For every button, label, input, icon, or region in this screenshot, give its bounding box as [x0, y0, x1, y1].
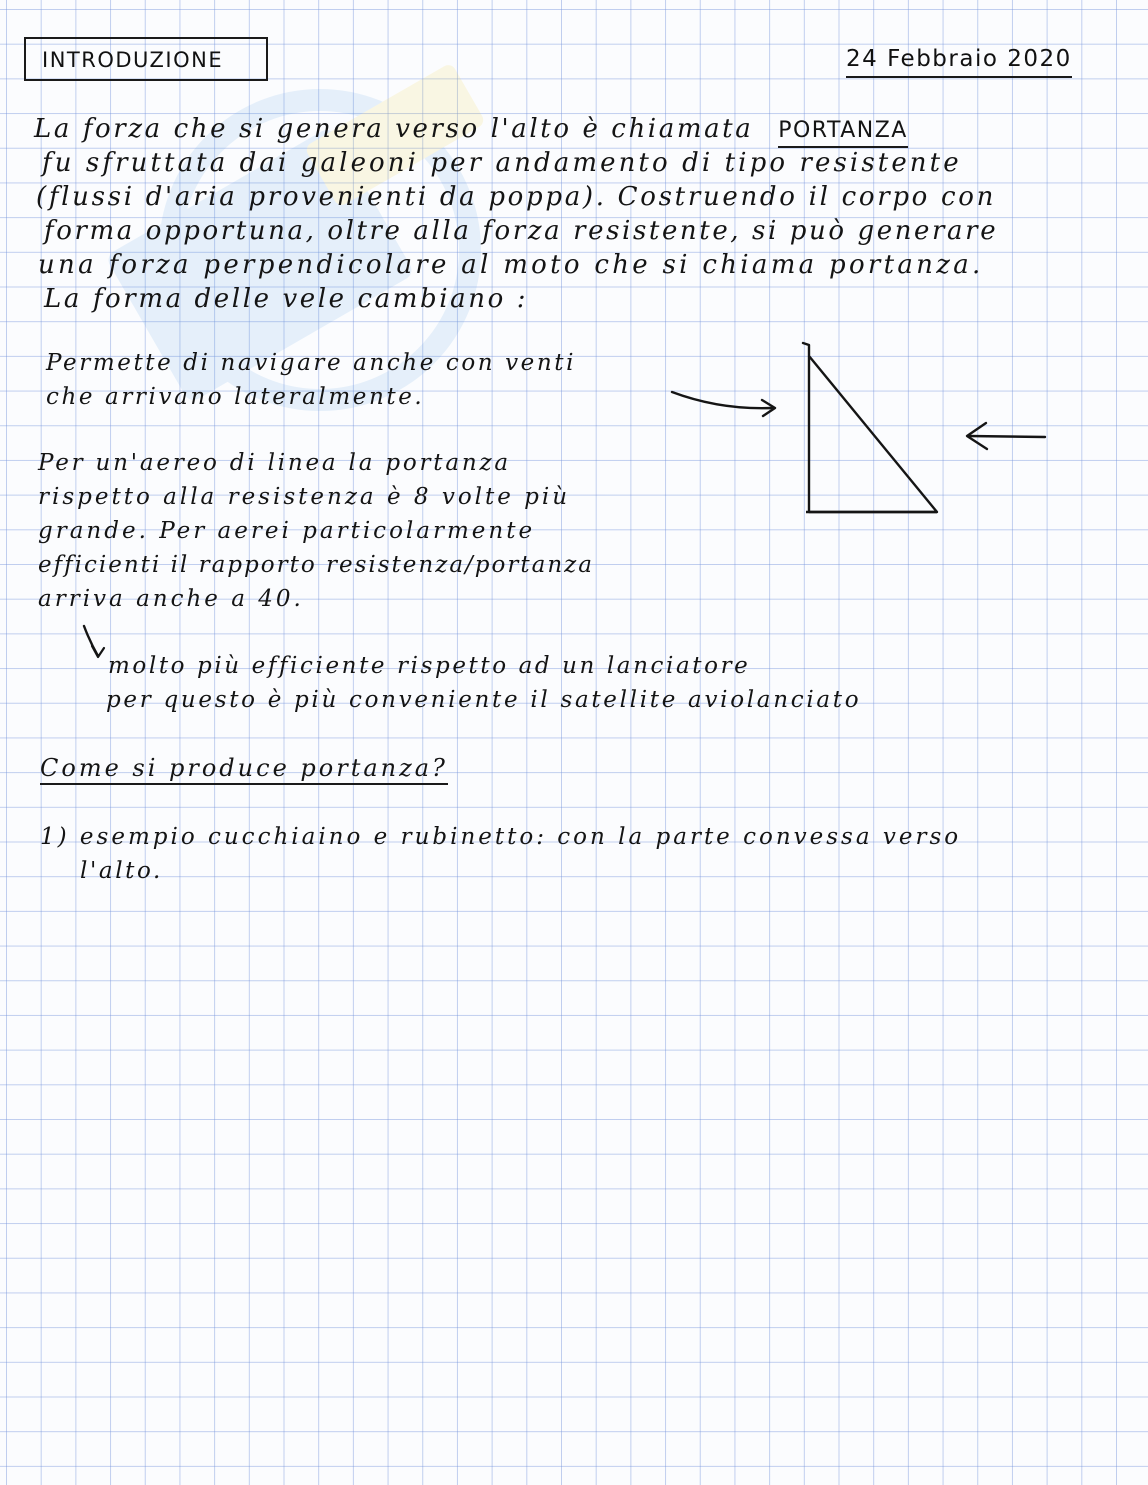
note-line2: per questo è più conveniente il satellite aviolanciato — [106, 687, 862, 713]
paragraph2-line3: grande. Per aerei particolarmente — [38, 518, 536, 544]
example-line1: 1) esempio cucchiaino e rubinetto: con la parte convessa verso — [40, 824, 962, 850]
curved-arrow-icon — [672, 392, 772, 408]
paragraph1-line4: forma opportuna, oltre alla forza resistente, si può generare — [44, 216, 999, 246]
paragraph1-line6: La forma delle vele cambiano : — [44, 284, 529, 314]
wind-arrow-icon — [968, 436, 1045, 437]
paragraph1-line3: (flussi d'aria provenienti da poppa). Costruendo il corpo con — [36, 182, 997, 212]
page-date: 24 Febbraio 2020 — [846, 46, 1072, 78]
paragraph2-line4: efficienti il rapporto resistenza/portanza — [38, 552, 594, 578]
down-arrow-head-icon — [92, 646, 104, 657]
paragraph2-line2: rispetto alla resistenza è 8 volte più — [38, 484, 571, 510]
section-title: INTRODUZIONE — [42, 48, 224, 72]
sail-triangle-icon — [803, 343, 937, 512]
note-line1: molto più efficiente rispetto ad un lanciatore — [108, 653, 751, 679]
question-heading: Come si produce portanza? — [40, 756, 448, 785]
paragraph1-line1-text: La forza che si genera verso l'alto è chiamata — [34, 114, 754, 144]
keyword-portanza: PORTANZA — [778, 118, 908, 148]
example-line2: l'alto. — [80, 858, 163, 884]
paragraph2-line5: arriva anche a 40. — [38, 586, 304, 612]
paragraph2-line1: Per un'aereo di linea la portanza — [38, 450, 511, 476]
paragraph1-line2: fu sfruttata dai galeoni per andamento di tipo resistente — [42, 148, 962, 178]
sail-note-line1: Permette di navigare anche con venti — [46, 350, 577, 376]
paragraph1-line5: una forza perpendicolare al moto che si chiama portanza. — [38, 250, 984, 280]
sail-note-line2: che arrivano lateralmente. — [46, 384, 425, 410]
